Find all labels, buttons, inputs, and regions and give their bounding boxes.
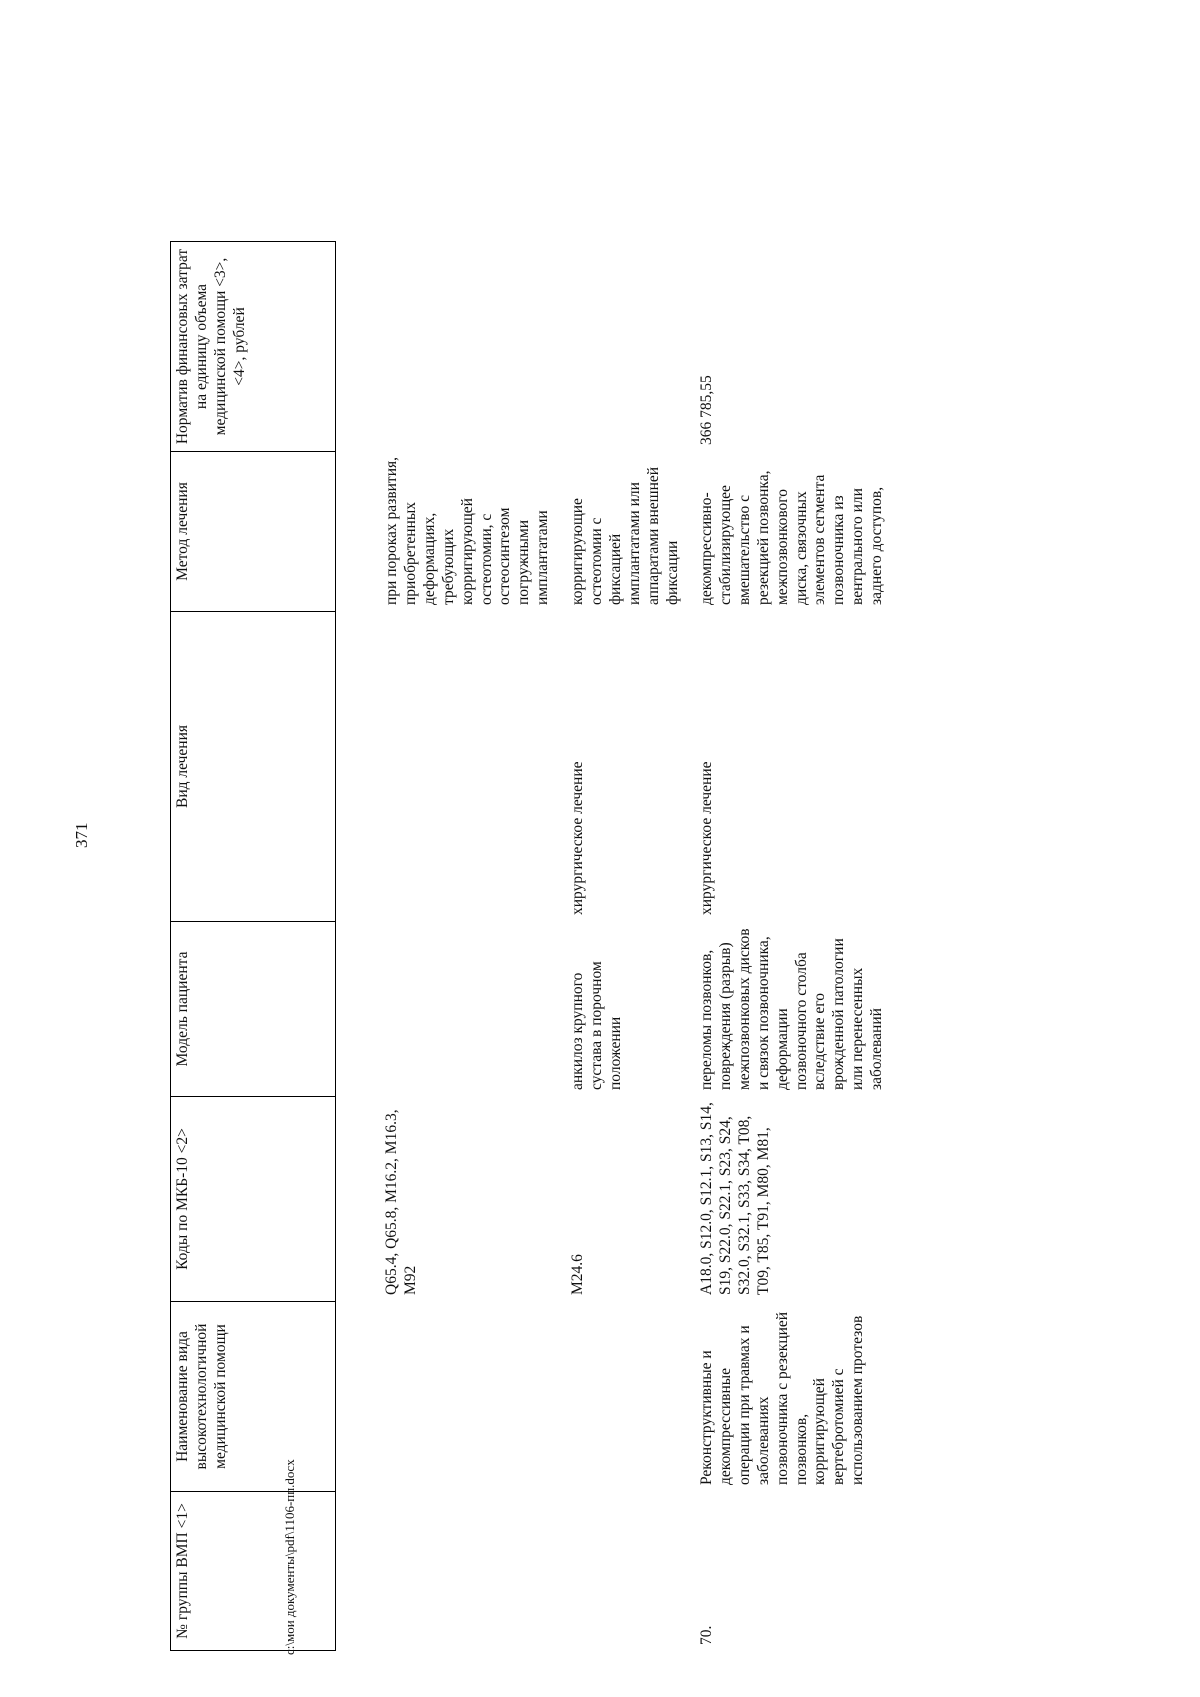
row3-name: Реконструктивные и декомпрессивные операции при травмах и заболеваниях позвоночника с резекцией позвонков, корригирующей вертебротомией с использованием протезов [698, 1311, 867, 1485]
header-name: Наименование вида высокотехнологичной медицинской помощи [170, 1301, 336, 1491]
row3-codes: A18.0, S12.0, S12.1, S13, S14, S19, S22.0, S22.1, S23, S24, S32.0, S32.1, S33, S34, T08, T09, T85, T91, M80, M81, [698, 1102, 772, 1295]
row1-model [379, 921, 565, 1096]
header-model: Модель пациента [170, 921, 336, 1096]
row2-model: анкилоз крупного сустава в порочном положении [569, 961, 624, 1090]
row2-empty [565, 1301, 694, 1651]
row3-method: декомпрессивно-стабилизирующее вмешательство с резекцией позвонка, межпозвонкового диска, связочных элементов сегмента позвоночника из вентрального или заднего доступов, [698, 470, 886, 605]
row3-kind: хирургическое лечение [698, 761, 715, 915]
row2-norm [565, 241, 694, 451]
header-kind: Вид лечения [170, 611, 336, 921]
row3-group-no: 70. [698, 1625, 715, 1645]
rotated-table-sheet [170, 81, 1170, 1651]
row1-norm [379, 241, 565, 451]
row3-norm: 366 785,55 [698, 375, 715, 445]
header-gap [336, 241, 379, 1651]
vmp-table [170, 81, 1170, 1651]
footer-file-path: c:\мои документы\pdf\1106-пп.docx [282, 1459, 297, 1655]
row1-kind [379, 611, 565, 921]
row1-codes: Q65.4, Q65.8, M16.2, M16.3, M92 [383, 1109, 419, 1295]
header-codes: Коды по МКБ-10 <2> [170, 1096, 336, 1301]
row2-method: корригирующие остеотомии с фиксацией имплантатами или аппаратами внешней фиксации [569, 466, 681, 605]
row3-model: переломы позвонков, повреждения (разрыв) межпозвонковых дисков и связок позвоночника, деформации позвоночного столба вследствие его врожденной патологии или перенесенных заболеваний [698, 928, 886, 1090]
page-number: 371 [72, 822, 91, 848]
row1-method-part1: при пороках развития, приобретенных деформациях, требующих корригирующей остеотомии, с остеосинтезом погружными имплантатами [383, 457, 552, 605]
header-norm: Норматив финансовых затрат на единицу объема медицинской помощи <3>, <4>, рублей [170, 241, 336, 451]
row1-empty [379, 1301, 565, 1651]
row2-codes: M24.6 [569, 1254, 586, 1295]
header-group-no: № группы ВМП <1> [170, 1491, 336, 1651]
header-method: Метод лечения [170, 451, 336, 611]
row2-kind: хирургическое лечение [569, 761, 586, 915]
row1-method [379, 451, 565, 611]
